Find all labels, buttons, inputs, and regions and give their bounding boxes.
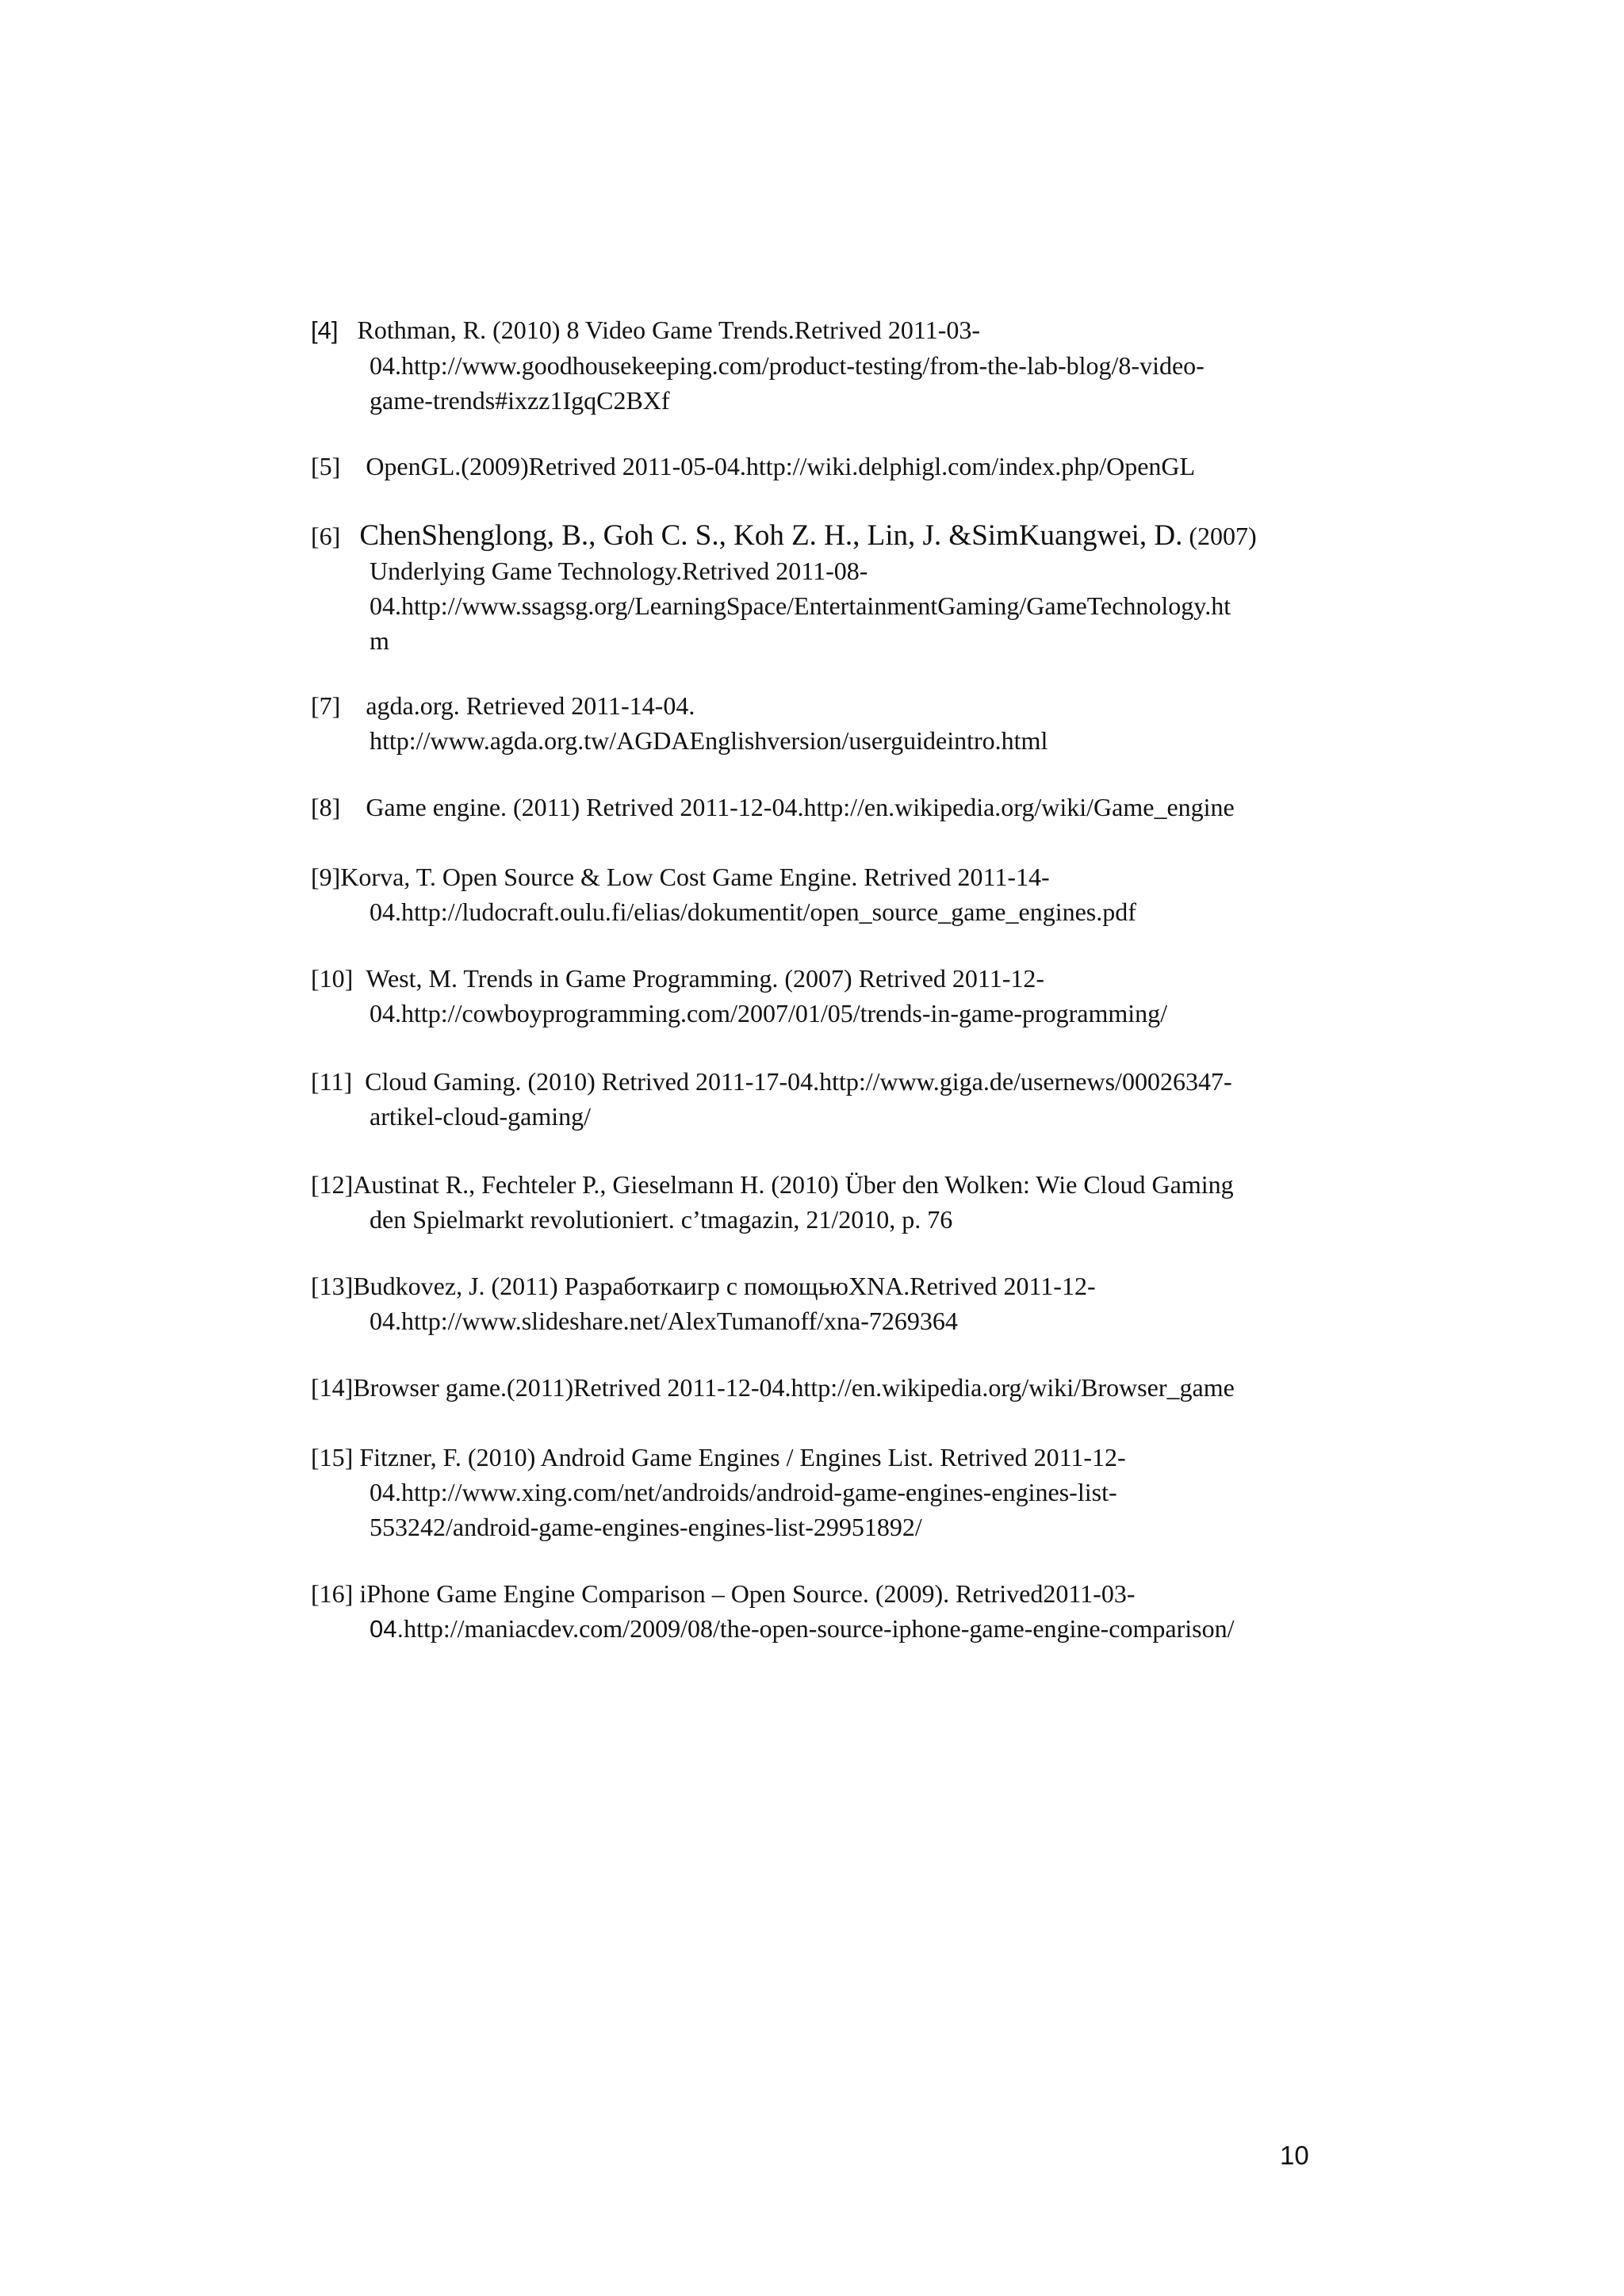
reference-16 bbox=[311, 1576, 1342, 1647]
reference-number: [11] bbox=[311, 1067, 353, 1096]
reference-number: [14] bbox=[311, 1373, 354, 1402]
reference-text: Browser game.(2011)Retrived 2011-12-04.http://en.wikipedia.org/wiki/Browser_game bbox=[353, 1373, 1235, 1402]
reference-6 bbox=[311, 519, 1342, 658]
reference-10 bbox=[311, 961, 1342, 1031]
reference-number: [16] bbox=[311, 1579, 354, 1608]
reference-14 bbox=[311, 1370, 1342, 1405]
reference-number: [4] bbox=[311, 316, 339, 344]
reference-4 bbox=[311, 312, 1342, 418]
reference-text: den Spielmarkt revolutioniert. c’tmagazin, 21/2010, p. 76 bbox=[370, 1205, 953, 1234]
reference-text: Cloud Gaming. (2010) Retrived 2011-17-04.http://www.giga.de/usernews/00026347- bbox=[365, 1067, 1232, 1096]
reference-7 bbox=[311, 688, 1342, 758]
reference-text: 04.http://cowboyprogramming.com/2007/01/05/trends-in-game-programming/ bbox=[370, 999, 1168, 1027]
reference-9 bbox=[311, 859, 1342, 929]
reference-text-prefix: 04. bbox=[370, 1615, 404, 1643]
reference-text: Rothman, R. (2010) 8 Video Game Trends.Retrived 2011-03- bbox=[357, 316, 981, 344]
reference-text: iPhone Game Engine Comparison – Open Source. (2009). Retrived2011-03- bbox=[359, 1579, 1136, 1608]
reference-number: [8] bbox=[311, 793, 341, 821]
reference-number: [13] bbox=[311, 1272, 354, 1300]
reference-text: Underlying Game Technology.Retrived 2011-08- bbox=[370, 557, 868, 585]
reference-text: artikel-cloud-gaming/ bbox=[370, 1102, 592, 1131]
reference-text: OpenGL.(2009)Retrived 2011-05-04.http://wiki.delphigl.com/index.php/OpenGL bbox=[366, 452, 1196, 480]
reference-12 bbox=[311, 1167, 1342, 1237]
reference-text: m bbox=[370, 626, 389, 655]
reference-8 bbox=[311, 790, 1342, 825]
reference-text: Game engine. (2011) Retrived 2011-12-04.http://en.wikipedia.org/wiki/Game_engine bbox=[366, 793, 1235, 821]
reference-number: [6] bbox=[311, 522, 341, 550]
reference-text: Fitzner, F. (2010) Android Game Engines / Engines List. Retrived 2011-12- bbox=[359, 1443, 1126, 1471]
reference-text: http://www.agda.org.tw/AGDAEnglishversion/userguideintro.html bbox=[370, 726, 1048, 755]
reference-text: Austinat R., Fechteler P., Gieselmann H. (2010) Über den Wolken: Wie Cloud Gaming bbox=[353, 1170, 1234, 1199]
reference-number: [15] bbox=[311, 1443, 354, 1471]
reference-number: [9] bbox=[311, 863, 341, 891]
reference-authors: ChenShenglong, B., Goh C. S., Koh Z. H., Lin, J. &SimKuangwei, D. bbox=[359, 519, 1183, 552]
reference-text: 04.http://www.slideshare.net/AlexTumanoff/xna-7269364 bbox=[370, 1307, 958, 1335]
reference-text: 04.http://www.xing.com/net/androids/android-game-engines-engines-list- bbox=[370, 1478, 1117, 1506]
reference-5 bbox=[311, 449, 1342, 484]
reference-text: 04.http://www.goodhousekeeping.com/product-testing/from-the-lab-blog/8-video- bbox=[370, 351, 1205, 380]
reference-11 bbox=[311, 1064, 1342, 1134]
reference-text: West, M. Trends in Game Programming. (2007) Retrived 2011-12- bbox=[366, 964, 1045, 993]
reference-number: [10] bbox=[311, 964, 354, 993]
page-number: 10 bbox=[1280, 2141, 1309, 2170]
reference-year: (2007) bbox=[1189, 522, 1257, 550]
reference-text: game-trends#ixzz1IgqC2BXf bbox=[370, 386, 670, 415]
reference-number: [7] bbox=[311, 691, 341, 720]
reference-text: 553242/android-game-engines-engines-list-29951892/ bbox=[370, 1513, 922, 1541]
reference-text: Budkovez, J. (2011) Разработкаигр с помощьюXNA.Retrived 2011-12- bbox=[353, 1272, 1096, 1300]
reference-text: Korva, T. Open Source & Low Cost Game Engine. Retrived 2011-14- bbox=[340, 863, 1050, 891]
reference-13 bbox=[311, 1269, 1342, 1338]
reference-text: 04.http://ludocraft.oulu.fi/elias/dokumentit/open_source_game_engines.pdf bbox=[370, 897, 1136, 926]
reference-text: 04.http://www.ssagsg.org/LearningSpace/EntertainmentGaming/GameTechnology.ht bbox=[370, 591, 1231, 620]
reference-text: agda.org. Retrieved 2011-14-04. bbox=[366, 691, 695, 720]
reference-text: http://maniacdev.com/2009/08/the-open-source-iphone-game-engine-comparison/ bbox=[404, 1614, 1235, 1643]
reference-number: [5] bbox=[311, 452, 341, 480]
reference-number: [12] bbox=[311, 1170, 354, 1199]
reference-15 bbox=[311, 1440, 1342, 1544]
